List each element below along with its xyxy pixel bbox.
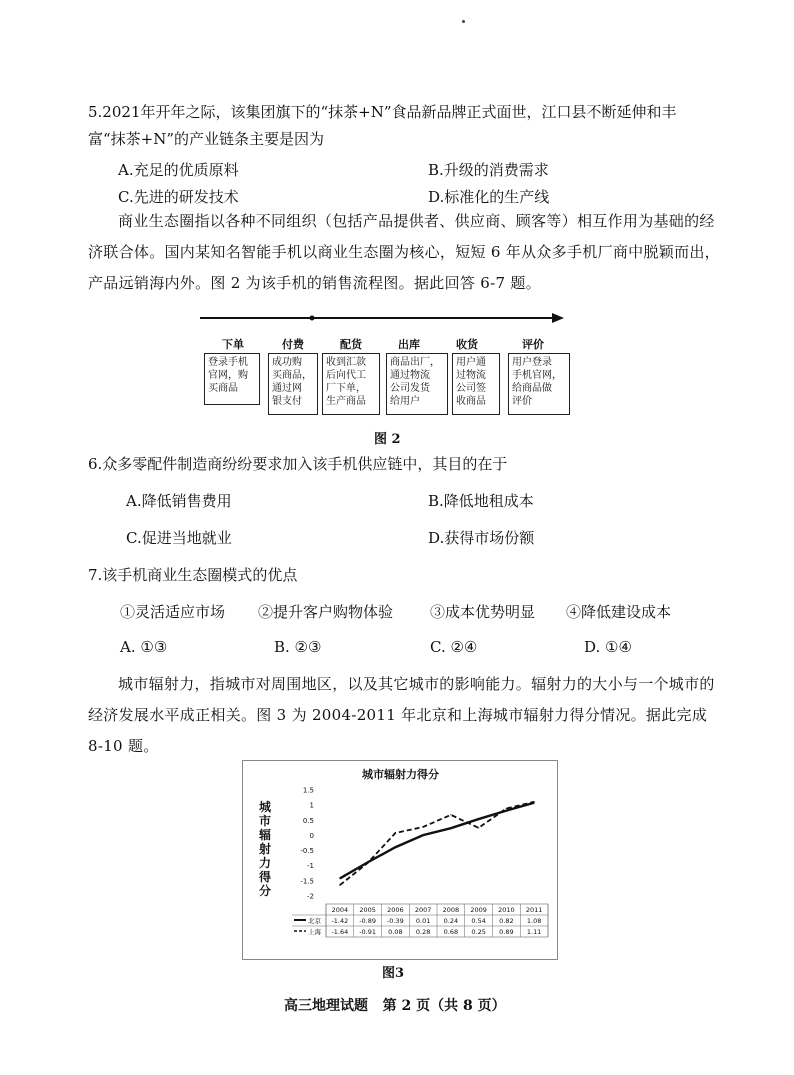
- data-label: 0.68: [443, 928, 459, 936]
- x-tick-label: 2005: [359, 906, 376, 914]
- box-dispatch: 收到汇款 后向代工 厂下单， 生产商品: [322, 353, 380, 415]
- x-tick-label: 2010: [498, 906, 515, 914]
- y-tick-label: 1.5: [302, 786, 314, 795]
- box-order: 登录手机 官网，购 买商品: [204, 353, 260, 405]
- q7-item-1: ①灵活适应市场: [120, 603, 226, 621]
- q7-item-4: ④降低建设成本: [566, 603, 672, 621]
- q6-option-c: C.促进当地就业: [126, 529, 232, 547]
- y-tick-label: -2: [307, 892, 314, 901]
- q5-option-c: C.先进的研发技术: [118, 188, 239, 206]
- data-label: -1.64: [331, 928, 349, 936]
- series-line-beijing: [340, 803, 534, 879]
- q6-option-d: D.获得市场份额: [428, 529, 535, 547]
- y-tick-label: -0.5: [300, 847, 314, 856]
- figure-2-caption: 图 2: [374, 432, 401, 447]
- stage-outbound: 出库: [398, 338, 420, 351]
- q5-option-b: B.升级的消费需求: [428, 161, 549, 179]
- data-label: 0.82: [499, 917, 514, 925]
- data-point: [339, 884, 340, 885]
- scan-speck: [462, 20, 465, 23]
- chart-y-axis-label: 城 市 辐 射 力 得 分: [258, 800, 271, 898]
- box-outbound: 商品出厂， 通过物流 公司发货 给用户: [386, 353, 448, 415]
- data-label: -0.89: [359, 917, 377, 925]
- stage-receive: 收货: [456, 338, 478, 351]
- flow-arrow: [200, 310, 570, 326]
- x-tick-label: 2008: [442, 906, 460, 914]
- data-point: [506, 808, 507, 809]
- chart-plot: [292, 784, 554, 954]
- data-label: -0.39: [386, 917, 404, 925]
- data-point: [450, 814, 451, 815]
- y-tick-label: -1: [307, 862, 314, 871]
- passage-commerce-ecosystem: 商业生态圈指以各种不同组织（包括产品提供者、供应商、顾客等）相互作用为基础的经济联合体。国内某知名智能手机以商业生态圈为核心，短短 6 年从众多手机厂商中脱颖而出，产品远销海内外。图 2 为该手机的销售流程图。据此回答 6-7 题。: [88, 212, 720, 292]
- figure-3-caption: 图3: [382, 966, 405, 981]
- x-tick-label: 2009: [470, 906, 487, 914]
- data-point: [478, 827, 479, 828]
- data-label: 0.01: [415, 917, 431, 925]
- y-tick-label: 0.5: [302, 816, 314, 825]
- data-label: 0.08: [388, 928, 403, 936]
- data-point: [478, 818, 479, 819]
- q5-option-a: A.充足的优质原料: [118, 161, 239, 179]
- data-label: 0.25: [471, 928, 486, 936]
- data-point: [423, 835, 424, 836]
- data-point: [534, 801, 535, 802]
- stage-review: 评价: [522, 338, 544, 351]
- box-review: 用户登录 手机官网， 给商品做 评价: [508, 353, 570, 415]
- q6-stem: 6.众多零配件制造商纷纷要求加入该手机供应链中，其目的在于: [88, 455, 508, 473]
- data-label: 1.08: [526, 917, 542, 925]
- data-point: [395, 832, 396, 833]
- legend-label-shanghai: 上海: [308, 928, 321, 936]
- q6-option-b: B.降低地租成本: [428, 492, 534, 510]
- data-point: [395, 847, 396, 848]
- q7-item-3: ③成本优势明显: [430, 603, 536, 621]
- data-point: [506, 810, 507, 811]
- stage-dispatch: 配货: [340, 338, 362, 351]
- chart-title: 城市辐射力得分: [362, 768, 439, 781]
- data-point: [423, 826, 424, 827]
- box-receive: 用户通 过物流 公司签 收商品: [452, 353, 500, 415]
- q7-option-c: C. ②④: [430, 638, 478, 656]
- y-tick-label: -1.5: [300, 877, 314, 886]
- data-point: [367, 862, 368, 863]
- page-footer: 高三地理试题 第 2 页（共 8 页）: [284, 998, 506, 1014]
- x-tick-label: 2004: [331, 906, 349, 914]
- y-tick-label: 0: [309, 831, 314, 840]
- passage-city-radiation: 城市辐射力，指城市对周围地区，以及其它城市的影响能力。辐射力的大小与一个城市的经济发展水平成正相关。图 3 为 2004-2011 年北京和上海城市辐射力得分情况。据此完成 8-10 题。: [88, 675, 715, 755]
- x-tick-label: 2007: [414, 906, 432, 914]
- q5-option-d: D.标准化的生产线: [428, 188, 550, 206]
- box-pay: 成功购 买商品， 通过网 银支付: [268, 353, 318, 415]
- y-tick-label: 1: [309, 801, 314, 810]
- data-label: -0.91: [359, 928, 377, 936]
- q7-option-a: A. ①③: [120, 638, 168, 656]
- stage-pay: 付费: [282, 338, 304, 351]
- q6-option-a: A.降低销售费用: [126, 492, 232, 510]
- data-label: 1.11: [526, 928, 542, 936]
- stage-order: 下单: [222, 338, 244, 351]
- data-point: [450, 828, 451, 829]
- q7-stem: 7.该手机商业生态圈模式的优点: [88, 566, 298, 584]
- data-label: -1.42: [331, 917, 349, 925]
- data-label: 0.24: [443, 917, 459, 925]
- data-point: [339, 878, 340, 879]
- series-line-shanghai: [340, 802, 534, 885]
- q7-option-b: B. ②③: [274, 638, 322, 656]
- q5-stem-line2: 富“抹茶+N”的产业链条主要是因为: [88, 130, 325, 148]
- data-label: 0.89: [499, 928, 514, 936]
- data-label: 0.54: [471, 917, 486, 925]
- q5-stem-line1: 5.2021年开年之际，该集团旗下的“抹茶+N”食品新品牌正式面世，江口县不断延伸和丰: [88, 103, 677, 121]
- legend-label-beijing: 北京: [308, 917, 321, 925]
- data-label: 0.28: [415, 928, 431, 936]
- q7-option-d: D. ①④: [584, 638, 632, 656]
- x-tick-label: 2011: [525, 906, 543, 914]
- q7-item-2: ②提升客户购物体验: [258, 603, 394, 621]
- x-tick-label: 2006: [387, 906, 404, 914]
